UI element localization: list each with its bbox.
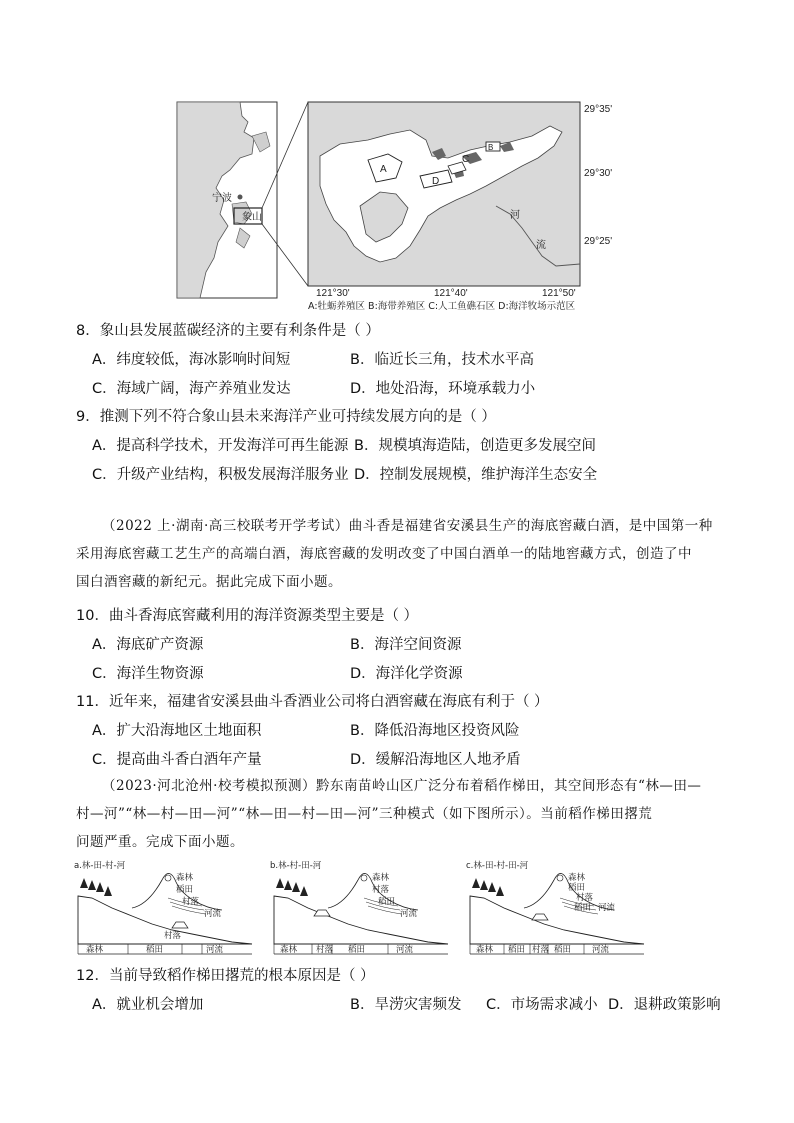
passage-1-line-1: （2022 上·湖南·高三校联考开学考试）曲斗香是福建省安溪县生产的海底窖藏白酒，是中国第一种 bbox=[102, 518, 713, 534]
passage-2 bbox=[76, 772, 724, 856]
diagram-c-top-4: 稻田 bbox=[574, 903, 592, 913]
diagram-a-title: a.林-田-村-河 bbox=[74, 861, 126, 871]
river-char-2: 流 bbox=[536, 240, 546, 251]
question-11-stem: 11．近年来，福建省安溪县曲斗香酒业公司将白酒窖藏在海底有利于（ ） bbox=[76, 694, 549, 710]
q11-option-c[interactable]: C．提高曲斗香白酒年产量 bbox=[92, 752, 262, 768]
diagram-b bbox=[270, 860, 448, 955]
diagram-b-bottom-1: 森林 bbox=[280, 945, 298, 955]
lat-label-1: 29°35' bbox=[584, 104, 613, 115]
zone-b-label: B bbox=[488, 143, 494, 152]
lon-label-1: 121°30' bbox=[316, 288, 350, 299]
passage-2-line-1: （2023·河北沧州·校考模拟预测）黔东南苗岭山区广泛分布着稻作梯田，其空间形态有“林—田— bbox=[102, 778, 702, 794]
diagram-c-trees bbox=[472, 878, 504, 896]
q8-option-d[interactable]: D．地处沿海，环境承载力小 bbox=[350, 381, 536, 397]
diagram-c-bottom-2: 稻田 bbox=[508, 945, 526, 955]
q8-option-b[interactable]: B．临近长三角，技术水平高 bbox=[350, 352, 534, 368]
diagram-c-top-5: 河流 bbox=[598, 903, 616, 913]
diagram-c-top-1: 森林 bbox=[568, 873, 586, 883]
question-8-stem: 8．象山县发展蓝碳经济的主要有利条件是（ ） bbox=[76, 323, 380, 339]
passage-1-line-2: 采用海底窖藏工艺生产的高端白酒，海底窖藏的发明改变了中国白酒单一的陆地窖藏方式，创造了中 bbox=[76, 546, 692, 562]
lat-label-2: 29°30' bbox=[584, 168, 613, 179]
diagram-a-top-2: 稻田 bbox=[176, 885, 194, 895]
xiangshan-label: 象山 bbox=[242, 212, 262, 223]
ningbo-dot-icon bbox=[238, 195, 243, 200]
ningbo-label: 宁波 bbox=[212, 193, 232, 204]
diagram-c bbox=[466, 860, 644, 955]
q12-option-c[interactable]: C．市场需求减小 bbox=[486, 997, 598, 1013]
diagram-a-bottom-1: 森林 bbox=[86, 945, 104, 955]
q12-option-b[interactable]: B．旱涝灾害频发 bbox=[350, 997, 462, 1013]
zone-d-label: D bbox=[432, 176, 440, 187]
diagram-a-bottom-4: 河流 bbox=[206, 945, 224, 955]
q8-option-c[interactable]: C．海域广阔，海产养殖业发达 bbox=[92, 381, 291, 397]
diagram-a-top-1: 森林 bbox=[176, 873, 194, 883]
q10-option-c[interactable]: C．海洋生物资源 bbox=[92, 666, 204, 682]
question-12-stem: 12．当前导致稻作梯田撂荒的根本原因是（ ） bbox=[76, 968, 375, 984]
q12-option-d[interactable]: D．退耕政策影响 bbox=[608, 997, 721, 1013]
diagram-b-bottom-3: 稻田 bbox=[348, 945, 366, 955]
diagram-c-bottom-4: 稻田 bbox=[554, 945, 572, 955]
detail-map bbox=[308, 102, 612, 299]
diagram-a-trees bbox=[80, 878, 112, 896]
q11-option-a[interactable]: A．扩大沿海地区土地面积 bbox=[92, 723, 262, 739]
zone-c-label: C bbox=[462, 154, 470, 165]
diagram-a-bottom-3: 村落 bbox=[164, 931, 182, 941]
diagram-c-top-3: 村落 bbox=[576, 893, 594, 903]
diagram-b-top-2: 村落 bbox=[372, 885, 390, 895]
diagram-b-top-4: 河流 bbox=[400, 909, 418, 919]
diagram-a-bottom-2: 稻田 bbox=[146, 945, 164, 955]
diagram-b-title: b.林-村-田-河 bbox=[270, 861, 322, 871]
lon-label-3: 121°50' bbox=[542, 288, 576, 299]
q11-option-d[interactable]: D．缓解沿海地区人地矛盾 bbox=[350, 752, 521, 768]
lon-label-2: 121°40' bbox=[434, 288, 468, 299]
passage-1-line-3: 国白酒窖藏的新纪元。据此完成下面小题。 bbox=[76, 574, 342, 590]
passage-1 bbox=[76, 512, 724, 596]
diagram-b-trees bbox=[276, 878, 308, 896]
q11-option-b[interactable]: B．降低沿海地区投资风险 bbox=[350, 723, 520, 739]
river-char-1: 河 bbox=[510, 210, 520, 221]
diagram-c-title: c.林-田-村-田-河 bbox=[466, 861, 529, 871]
q9-option-b[interactable]: B．规模填海造陆，创造更多发展空间 bbox=[354, 438, 596, 454]
question-10-stem: 10．曲斗香海底窖藏利用的海洋资源类型主要是（ ） bbox=[76, 608, 419, 624]
q10-option-b[interactable]: B．海洋空间资源 bbox=[350, 637, 462, 653]
map-figure bbox=[170, 96, 630, 316]
q8-option-a[interactable]: A．纬度较低，海冰影响时间短 bbox=[92, 352, 291, 368]
passage-2-line-2: 村—河”“林—村—田—河”“林—田—村—田—河”三种模式（如下图所示）。当前稻作梯田撂荒 bbox=[76, 806, 653, 822]
diagram-a-top-4: 河流 bbox=[204, 909, 222, 919]
passage-2-line-3: 问题严重。完成下面小题。 bbox=[76, 834, 244, 850]
diagram-c-bottom-3: 村落 bbox=[532, 945, 550, 955]
q9-option-c[interactable]: C．升级产业结构，积极发展海洋服务业 bbox=[92, 467, 349, 483]
q10-option-d[interactable]: D．海洋化学资源 bbox=[350, 666, 463, 682]
diagram-b-top-3: 稻田 bbox=[378, 897, 396, 907]
q10-option-a[interactable]: A．海底矿产资源 bbox=[92, 637, 204, 653]
map-legend: A:牡蛎养殖区 B:海带养殖区 C:人工鱼礁石区 D:海洋牧场示范区 bbox=[308, 301, 576, 312]
diagram-c-bottom-5: 河流 bbox=[592, 945, 610, 955]
lat-label-3: 29°25' bbox=[584, 236, 613, 247]
question-9-stem: 9．推测下列不符合象山县未来海洋产业可持续发展方向的是（ ） bbox=[76, 409, 496, 425]
terrace-diagrams bbox=[72, 858, 732, 958]
zone-a-label: A bbox=[380, 164, 387, 175]
diagram-b-bottom-4: 河流 bbox=[396, 945, 414, 955]
q12-option-a[interactable]: A．就业机会增加 bbox=[92, 997, 204, 1013]
diagram-a-top-3: 村落 bbox=[182, 897, 200, 907]
diagram-b-top-1: 森林 bbox=[372, 873, 390, 883]
diagram-c-top-2: 稻田 bbox=[568, 883, 586, 893]
diagram-c-bottom-1: 森林 bbox=[476, 945, 494, 955]
q9-option-d[interactable]: D．控制发展规模，维护海洋生态安全 bbox=[354, 467, 598, 483]
diagram-a bbox=[74, 860, 252, 955]
q9-option-a[interactable]: A．提高科学技术，开发海洋可再生能源 bbox=[92, 438, 349, 454]
diagram-b-bottom-2: 村落 bbox=[316, 945, 334, 955]
overview-map bbox=[177, 102, 277, 298]
